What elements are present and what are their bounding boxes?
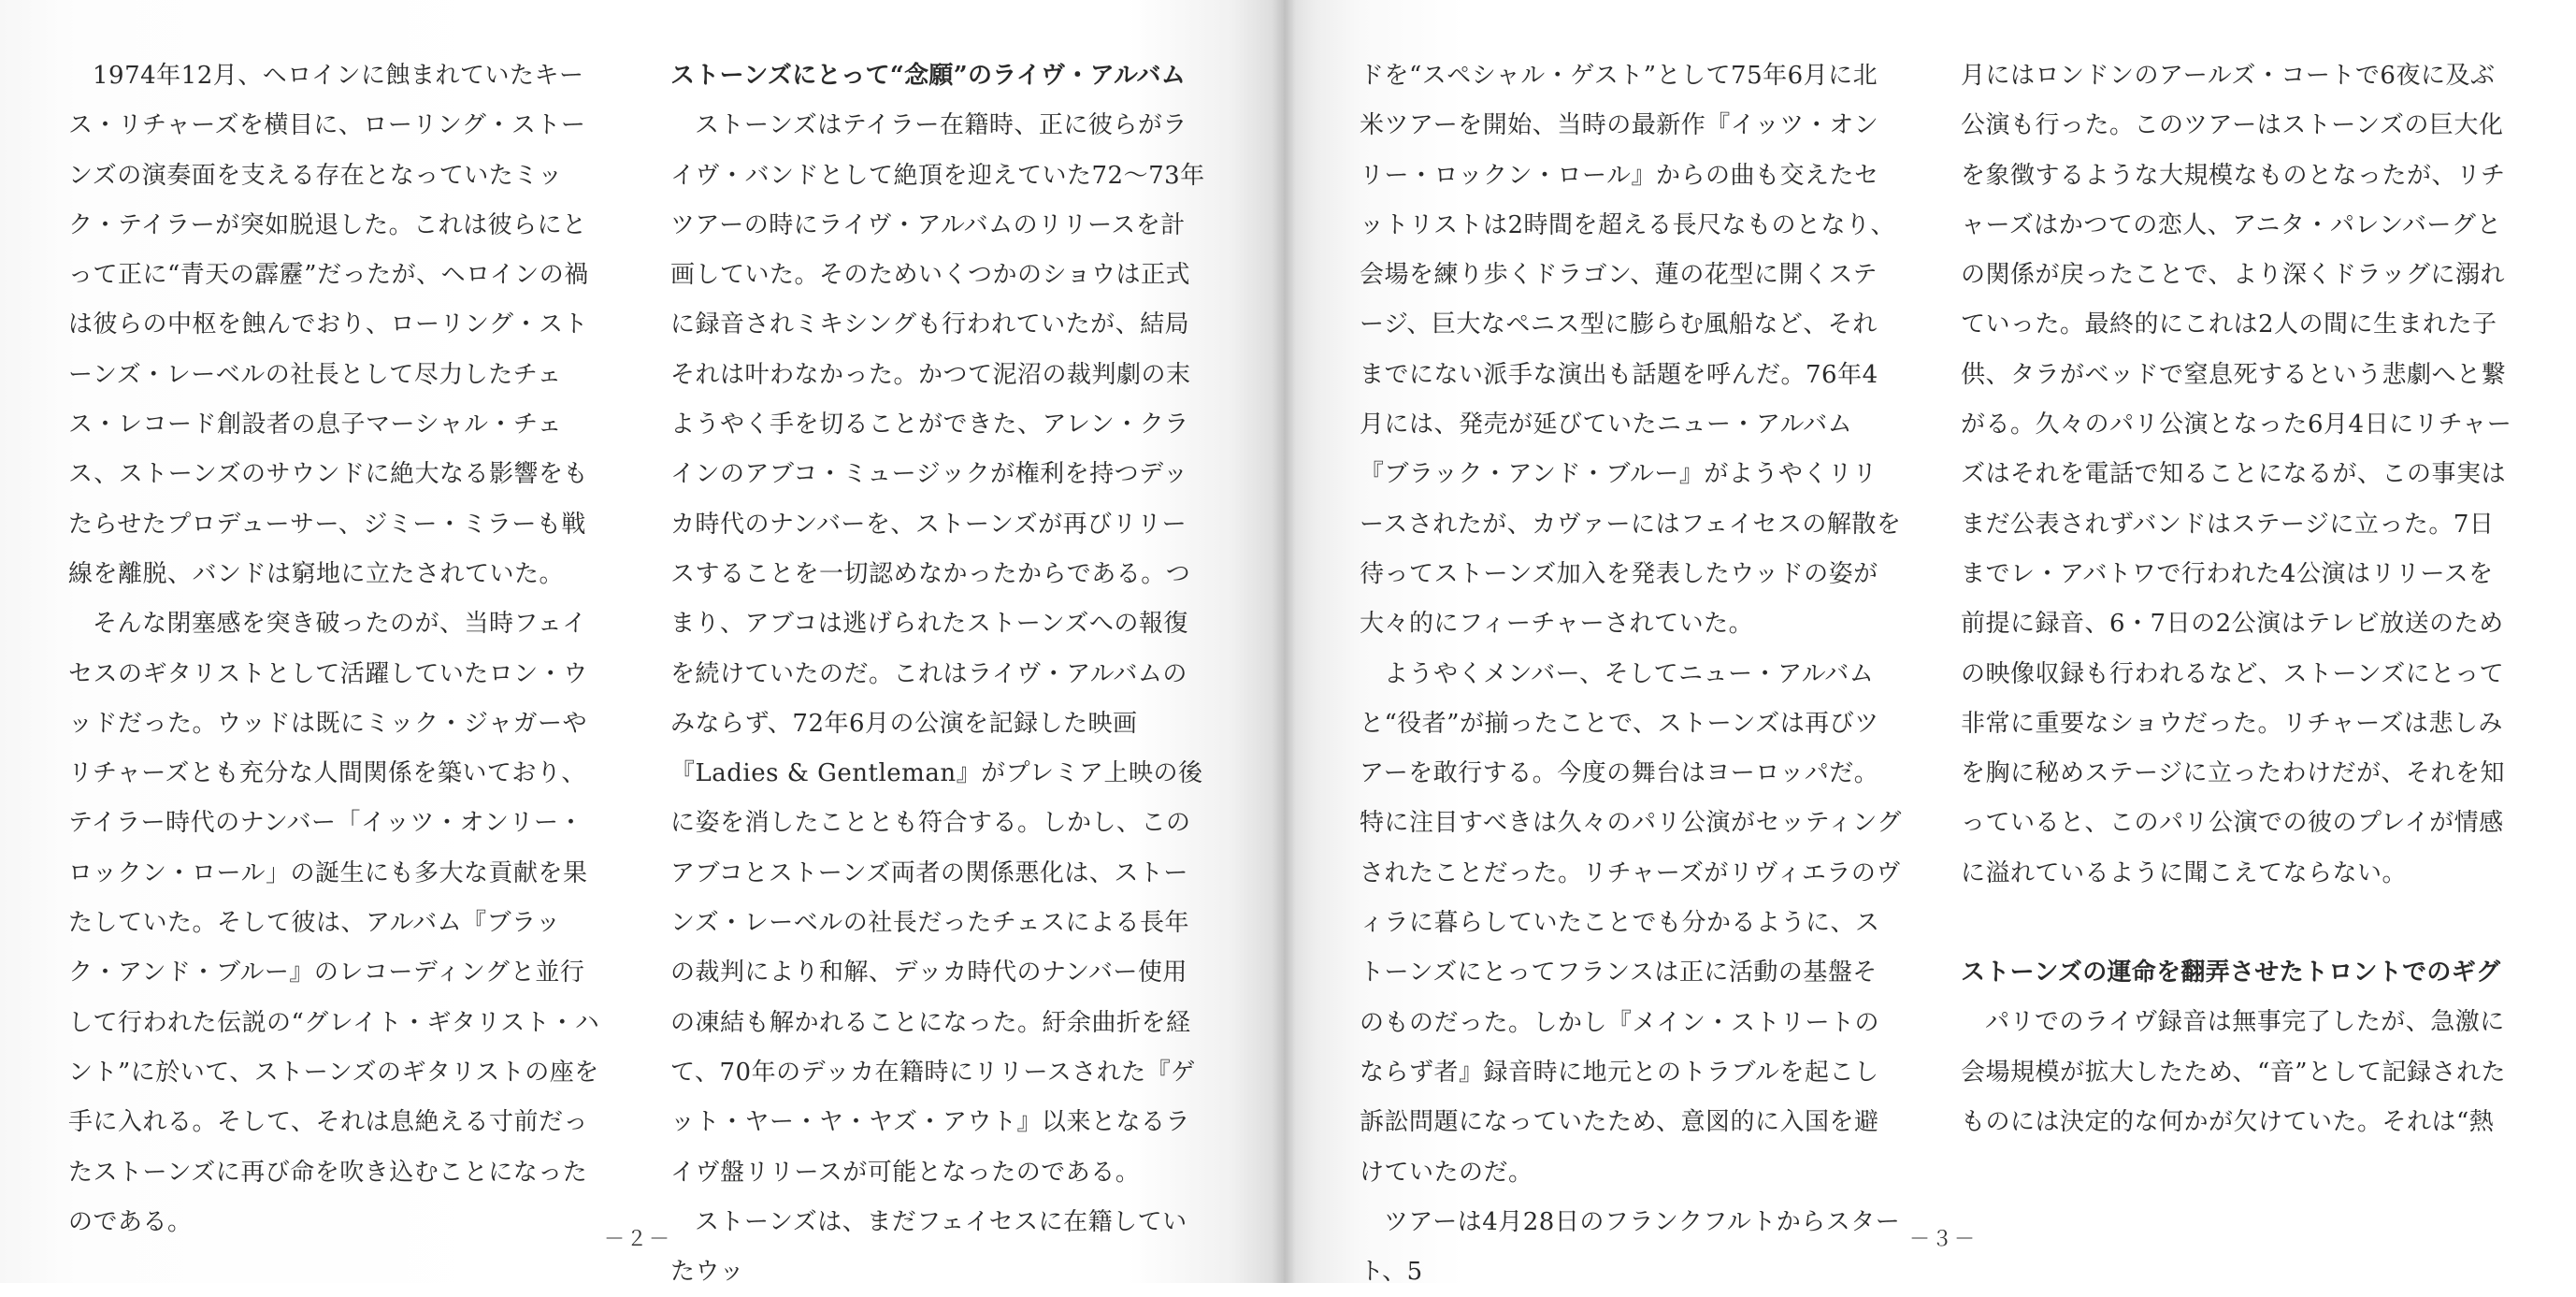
paragraph: 1974年12月、ヘロインに蝕まれていたキース・リチャーズを横目に、ローリング・ストーンズの演奏面を支える存在となっていたミック・テイラーが突如脱退した。これは彼らにとって正に“青天の霹靂”だったが、ヘロインの禍は彼らの中枢を蝕んでおり、ローリング・ストーンズ・レーベルの社長として尽力したチェス・レコード創設者の息子マーシャル・チェス、ストーンズのサウンドに絶大なる影響をもたらせたプロデューサー、ジミー・ミラーも戦線を離脱、バンドは窮地に立たされていた。	[68, 62, 589, 588]
section-heading: ストーンズにとって“念願”のライヴ・アルバム	[670, 62, 1187, 90]
text-column-3	[1360, 51, 1902, 1297]
paragraph: ストーンズはテイラー在籍時、正に彼らがライヴ・バンドとして絶頂を迎えていた72～73年ツアーの時にライヴ・アルバムのリリースを計画していた。そのためいくつかのショウは正式に録音されミキシングも行われていたが、結局それは叶わなかった。かつて泥沼の裁判劇の末ようやく手を切ることができた、アレン・クラインのアブコ・ミュージックが権利を持つデッカ時代のナンバーを、ストーンズが再びリリースすることを一切認めなかったからである。つまり、アブコは逃げられたストーンズへの報復を続けていたのだ。これはライヴ・アルバムのみならず、72年6月の公演を記録した映画『Ladies & Gentleman』がプレミア上映の後に姿を消したこととも符合する。しかし、このアブコとストーンズ両者の関係悪化は、ストーンズ・レーベルの社長だったチェスによる長年の裁判により和解、デッカ時代のナンバー使用の凍結も解かれることになった。紆余曲折を経て、70年のデッカ在籍時にリリースされた『ゲット・ヤー・ヤ・ヤズ・アウト』以来となるライヴ盤リリースが可能となったのである。	[670, 111, 1205, 1187]
text-column-1	[68, 51, 606, 1247]
left-page	[0, 0, 1283, 1287]
paragraph: ドを“スペシャル・ゲスト”として75年6月に北米ツアーを開始、当時の最新作『イッツ・オンリー・ロックン・ロール』からの曲も交えたセットリストは2時間を超える長尺なものとなり、会場を練り歩くドラゴン、蓮の花型に開くステージ、巨大なペニス型に膨らむ風船など、それまでにない派手な演出も話題を呼んだ。76年4月には、発売が延びていたニュー・アルバム『ブラック・アンド・ブルー』がようやくリリースされたが、カヴァーにはフェイセスの解散を待ってストーンズ加入を発表したウッドの姿が大々的にフィーチャーされていた。	[1360, 62, 1902, 639]
text-column-2	[670, 51, 1208, 1297]
paragraph: 月にはロンドンのアールズ・コートで6夜に及ぶ公演も行った。このツアーはストーンズの巨大化を象徴するような大規模なものとなったが、リチャーズはかつての恋人、アニタ・パレンバーグとの関係が戻ったことで、より深くドラッグに溺れていった。最終的にこれは2人の間に生まれた子供、タラがベッドで窒息死するという悲劇へと繋がる。久々のパリ公演となった6月4日にリチャーズはそれを電話で知ることになるが、この事実はまだ公表されずバンドはステージに立った。7日までレ・アバトワで行われた4公演はリリースを前提に録音、6・7日の2公演はテレビ放送のための映像収録も行われるなど、ストーンズにとって非常に重要なショウだった。リチャーズは悲しみを胸に秘めステージに立ったわけだが、それを知っていると、このパリ公演での彼のプレイが情感に溢れているように聞こえてならない。	[1961, 62, 2512, 887]
page-number: －２－	[604, 1228, 672, 1251]
paragraph: ツアーは4月28日のフランクフルトからスタート、5	[1360, 1207, 1901, 1287]
paragraph: そんな閉塞感を突き破ったのが、当時フェイセスのギタリストとして活躍していたロン・ウッドだった。ウッドは既にミック・ジャガーやリチャーズとも充分な人間関係を築いており、テイラー時代のナンバー「イッツ・オンリー・ロックン・ロール」の誕生にも多大な貢献を果たしていた。そして彼は、アルバム『ブラック・アンド・ブルー』のレコーディングと並行して行われた伝説の“グレイト・ギタリスト・ハント”に於いて、ストーンズのギタリストの座を手に入れる。そして、それは息絶える寸前だったストーンズに再び命を吹き込むことになったのである。	[68, 610, 600, 1236]
text-column-4	[1961, 51, 2512, 1147]
section-heading: ストーンズの運命を翻弄させたトロントでのギグ	[1961, 958, 2501, 987]
right-page	[1283, 0, 2576, 1287]
paragraph: パリでのライヴ録音は無事完了したが、急激に会場規模が拡大したため、“音”として記録されたものには決定的な何かが欠けていた。それは“熱	[1961, 1008, 2507, 1136]
paragraph: ようやくメンバー、そしてニュー・アルバムと“役者”が揃ったことで、ストーンズは再びツアーを敢行する。今度の舞台はヨーロッパだ。特に注目すべきは久々のパリ公演がセッティングされたことだった。リチャーズがリヴィエラのヴィラに暮らしていたことでも分かるように、ストーンズにとってフランスは正に活動の基盤そのものだった。しかし『メイン・ストリートのならず者』録音時に地元とのトラブルを起こし訴訟問題になっていたため、意図的に入国を避けていたのだ。	[1360, 659, 1902, 1187]
paragraph: ストーンズは、まだフェイセスに在籍していたウッ	[670, 1207, 1187, 1287]
page-number: －３－	[1909, 1228, 1978, 1251]
